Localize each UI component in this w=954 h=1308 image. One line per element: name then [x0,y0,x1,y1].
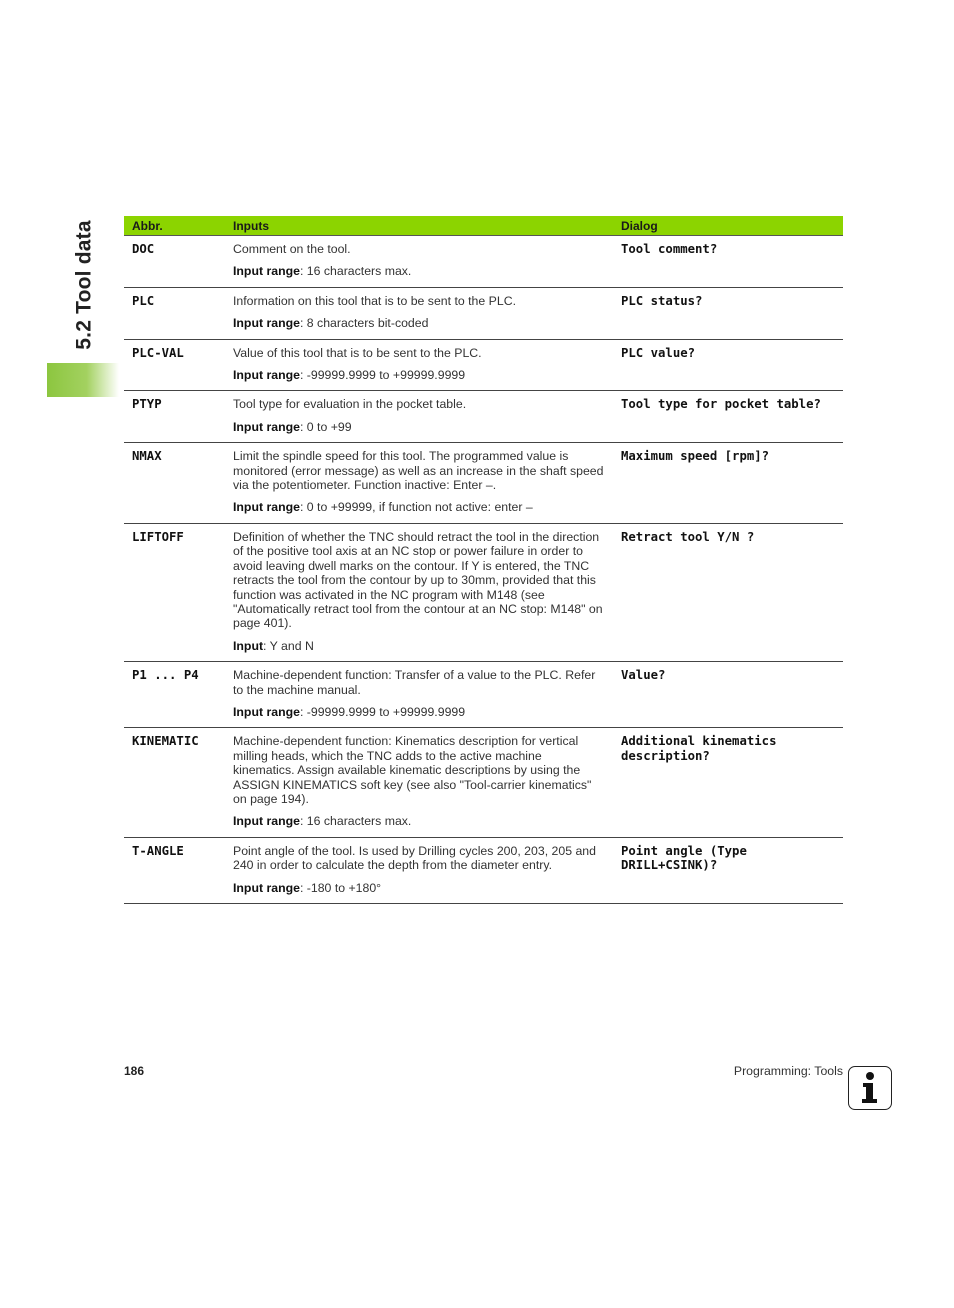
row-abbr: DOC [124,236,225,288]
table-row [124,339,843,391]
row-description: Machine-dependent function: Transfer of a value to the PLC. Refer to the machine manual. [233,668,596,697]
row-description: Tool type for evaluation in the pocket table. [233,397,467,412]
row-dialog: Value? [613,662,843,728]
range-label: Input range [233,368,300,383]
section-color-tab [47,363,119,397]
table-row [124,391,843,443]
table-row [124,287,843,339]
row-abbr: PLC-VAL [124,339,225,391]
table-row [124,662,843,728]
row-abbr: KINEMATIC [124,728,225,837]
row-input-range [233,639,605,653]
row-inputs [225,443,613,524]
section-title-text: 5.2 Tool data [73,220,96,350]
row-description: Definition of whether the TNC should retract the tool in the direction of the positive tool axis at an NC stop or power failure in order to avoid leaving dwell marks on the contour. If Y is entered, the TNC retracts the tool from the contour by up to 30mm, provided that this function was activated in the NC program with M148 (see "Automatically retract tool from the contour at an NC stop: M148" on page 401). [233,529,603,631]
row-inputs [225,339,613,391]
row-input-range [233,420,605,434]
range-label: Input range [233,704,300,719]
info-icon [848,1066,892,1110]
range-label: Input range [233,264,300,279]
row-description: Limit the spindle speed for this tool. The programmed value is monitored (error message) as well as an increase in the shaft speed via the potentiometer. Function inactive: Enter –. [233,449,604,493]
row-inputs [225,391,613,443]
row-description: Comment on the tool. [233,242,351,256]
range-label: Input range [233,880,300,895]
section-side-title [63,215,107,355]
row-inputs [225,662,613,728]
table-row [124,837,843,903]
range-value: : -99999.9999 to +99999.9999 [299,704,466,719]
range-value: : 16 characters max. [299,264,412,279]
header-inputs: Inputs [225,216,613,236]
tool-data-table [124,216,843,904]
row-inputs [225,728,613,837]
range-label: Input range [233,814,300,829]
table-row [124,443,843,524]
table-row [124,523,843,661]
table-row [124,236,843,288]
row-dialog: Tool type for pocket table? [613,391,843,443]
range-label: Input [233,638,264,653]
row-abbr: P1 ... P4 [124,662,225,728]
row-input-range [233,368,605,382]
row-dialog: PLC status? [613,287,843,339]
row-abbr: T-ANGLE [124,837,225,903]
table-row [124,728,843,837]
row-abbr: PTYP [124,391,225,443]
row-dialog: Retract tool Y/N ? [613,523,843,661]
range-value: : 8 characters bit-coded [299,316,429,331]
row-input-range [233,264,605,278]
row-dialog: Point angle (Type DRILL+CSINK)? [613,837,843,903]
row-inputs [225,837,613,903]
range-label: Input range [233,500,300,515]
row-input-range [233,705,605,719]
row-dialog: Additional kinematics description? [613,728,843,837]
row-dialog: Tool comment? [613,236,843,288]
row-description: Information on this tool that is to be sent to the PLC. [233,293,516,308]
range-label: Input range [233,419,300,434]
page-number: 186 [124,1064,145,1078]
range-value: : -99999.9999 to +99999.9999 [299,368,466,383]
range-value: : 0 to +99999, if function not active: enter – [299,500,533,515]
row-inputs [225,523,613,661]
row-input-range [233,316,605,330]
row-input-range [233,881,605,895]
row-input-range [233,814,605,828]
row-dialog: Maximum speed [rpm]? [613,443,843,524]
info-glyph [849,1067,890,1108]
row-abbr: PLC [124,287,225,339]
range-value: : -180 to +180° [299,880,382,895]
row-dialog: PLC value? [613,339,843,391]
chapter-title: Programming: Tools [733,1064,843,1078]
range-value: : 0 to +99 [299,419,352,434]
table-header-row [124,216,843,236]
row-inputs [225,287,613,339]
range-label: Input range [233,316,300,331]
row-description: Value of this tool that is to be sent to the PLC. [233,345,482,360]
row-description: Point angle of the tool. Is used by Drilling cycles 200, 203, 205 and 240 in order to calculate the depth from the diameter entry. [233,843,596,873]
row-abbr: LIFTOFF [124,523,225,661]
header-dialog: Dialog [613,216,843,236]
row-input-range [233,500,605,514]
row-description: Machine-dependent function: Kinematics description for vertical milling heads, which the TNC adds to the active machine kinematics. Assign available kinematic descriptions by using the ASSIGN KINEMATICS soft key (see also "Tool-carrier kinematics" on page 194). [233,734,592,806]
range-value: : 16 characters max. [299,814,412,829]
header-abbr: Abbr. [124,216,225,236]
row-inputs [225,236,613,288]
row-abbr: NMAX [124,443,225,524]
range-value: : Y and N [263,638,314,653]
